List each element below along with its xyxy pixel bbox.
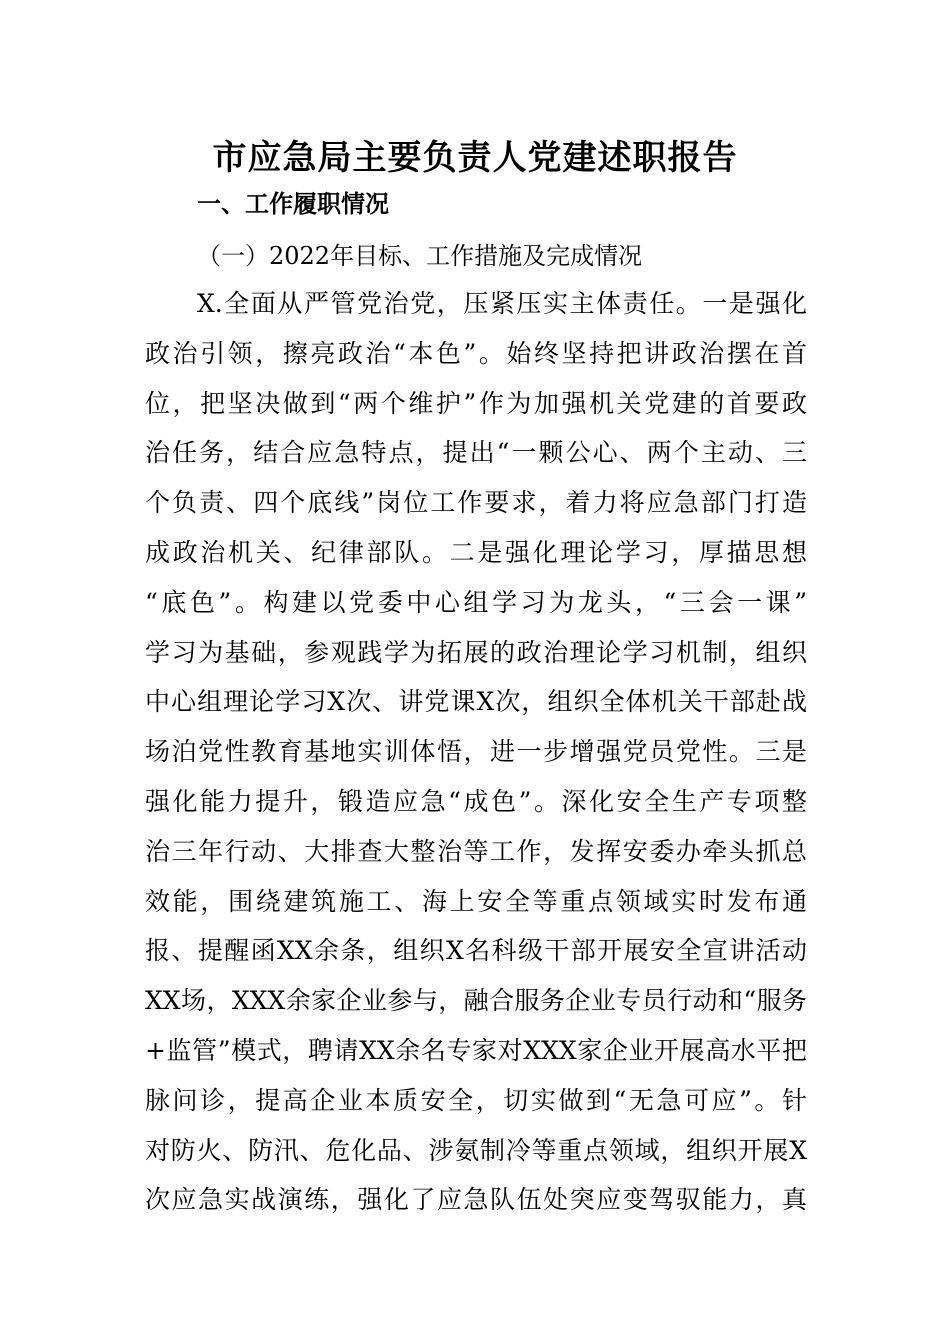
paragraph-line: “底色”。构建以党委中心组学习为龙头，“三会一课” — [145, 587, 807, 617]
paragraph-line: 个负责、四个底线”岗位工作要求，着力将应急部门打造 — [145, 488, 807, 518]
document-title: 市应急局主要负责人党建述职报告 — [212, 138, 738, 178]
paragraph-line: 成政治机关、纪律部队。二是强化理论学习，厚描思想 — [145, 537, 807, 567]
paragraph-line: 中心组理论学习X次、讲党课X次，组织全体机关干部赴战 — [145, 687, 807, 717]
paragraph-line: 对防火、防汛、危化品、涉氨制冷等重点领域，组织开展X — [145, 1135, 807, 1165]
paragraph-line: 治三年行动、大排查大整治等工作，发挥安委办牵头抓总 — [145, 836, 807, 866]
paragraph-line: 学习为基础，参观践学为拓展的政治理论学习机制，组织 — [145, 637, 807, 667]
paragraph — [145, 279, 807, 1225]
paragraph-line: +监管”模式，聘请XX余名专家对XXX家企业开展高水平把 — [145, 1035, 807, 1065]
paragraph-line: X.全面从严管党治党，压紧压实主体责任。一是强化 — [197, 289, 807, 318]
paragraph-line: 效能，围绕建筑施工、海上安全等重点领域实时发布通 — [145, 886, 807, 916]
paragraph-line: 强化能力提升，锻造应急“成色”。深化安全生产专项整 — [145, 786, 807, 816]
paragraph-line: 场泊党性教育基地实训体悟，进一步增强党员党性。三是 — [145, 737, 807, 767]
paragraph-line: 位，把坚决做到“两个维护”作为加强机关党建的首要政 — [145, 388, 807, 418]
paragraph-line: 治任务，结合应急特点，提出“一颗公心、两个主动、三 — [145, 438, 807, 468]
paragraph-line: 脉问诊，提高企业本质安全，切实做到“无急可应”。针 — [145, 1085, 807, 1115]
paragraph-line: 报、提醒函XX余条，组织X名科级干部开展安全宣讲活动 — [145, 936, 807, 966]
subsection-heading: （一）2022年目标、工作措施及完成情况 — [197, 242, 643, 270]
section-heading: 一、工作履职情况 — [197, 190, 389, 218]
paragraph-line: 次应急实战演练，强化了应急队伍处突应变驾驭能力，真 — [145, 1185, 807, 1215]
paragraph-line: 政治引领，擦亮政治“本色”。始终坚持把讲政治摆在首 — [145, 338, 807, 368]
paragraph-line: XX场，XXX余家企业参与，融合服务企业专员行动和“服务 — [145, 986, 807, 1016]
